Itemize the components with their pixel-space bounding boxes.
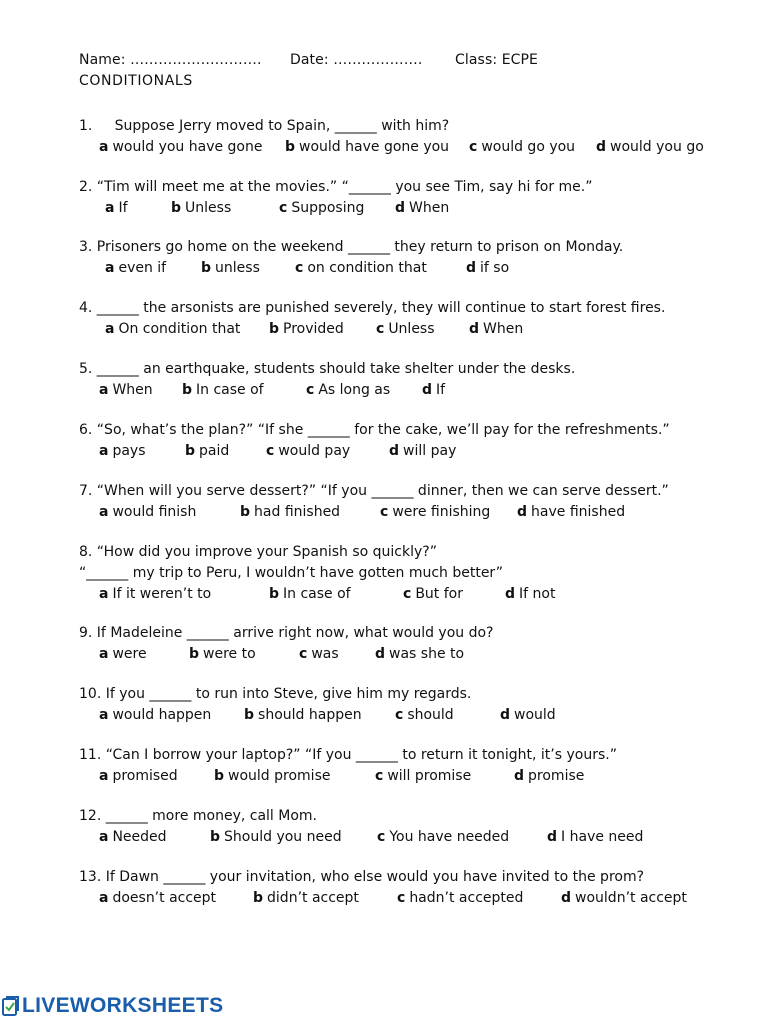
option-letter: c: [375, 768, 384, 784]
question-12: [79, 806, 739, 847]
option-letter: b: [244, 707, 255, 723]
question-text: 11. “Can I borrow your laptop?” “If you ______ to return it tonight, it’s yours.”: [79, 747, 617, 763]
option-letter: b: [210, 829, 221, 845]
answer-option-d[interactable]: [466, 258, 509, 278]
answer-option-b[interactable]: [171, 198, 231, 218]
option-letter: c: [266, 443, 275, 459]
answer-option-b[interactable]: [269, 319, 344, 339]
option-text: should happen: [258, 707, 362, 723]
option-text: were finishing: [392, 504, 491, 520]
option-letter: d: [547, 829, 558, 845]
question-text: 6. “So, what’s the plan?” “If she ______ for the cake, we’ll pay for the refreshments.”: [79, 422, 670, 438]
option-letter: d: [505, 586, 516, 602]
option-text: was: [311, 646, 339, 662]
option-text: unless: [215, 260, 260, 276]
answer-option-d[interactable]: [500, 705, 556, 725]
answer-option-c[interactable]: [299, 644, 339, 664]
question-8: [79, 542, 739, 604]
answer-option-c[interactable]: [295, 258, 427, 278]
option-letter: c: [299, 646, 308, 662]
answer-option-d[interactable]: [395, 198, 449, 218]
option-text: would: [514, 707, 556, 723]
option-letter: b: [269, 321, 280, 337]
option-letter: b: [285, 139, 296, 155]
question-3: [79, 237, 739, 278]
option-text: Unless: [388, 321, 435, 337]
answer-options: [99, 380, 739, 400]
question-text: 10. If you ______ to run into Steve, give him my regards.: [79, 686, 472, 702]
answer-option-b[interactable]: [189, 644, 256, 664]
question-text: 12. ______ more money, call Mom.: [79, 808, 317, 824]
answer-option-a[interactable]: [105, 198, 128, 218]
answer-option-b[interactable]: [240, 502, 340, 522]
option-text: even if: [118, 260, 167, 276]
question-text: 5. ______ an earthquake, students should take shelter under the desks.: [79, 361, 576, 377]
name-field: Name: ……………………….: [79, 52, 262, 68]
answer-option-d[interactable]: [596, 137, 704, 157]
question-text: 3. Prisoners go home on the weekend ______ they return to prison on Monday.: [79, 239, 624, 255]
answer-options: [99, 705, 739, 725]
option-text: on condition that: [307, 260, 427, 276]
option-text: But for: [415, 586, 463, 602]
option-text: was she to: [389, 646, 465, 662]
option-letter: a: [99, 646, 109, 662]
option-text: If it weren’t to: [112, 586, 212, 602]
option-letter: b: [214, 768, 225, 784]
answer-option-b[interactable]: [285, 137, 449, 157]
option-text: hadn’t accepted: [409, 890, 524, 906]
option-text: When: [112, 382, 153, 398]
option-letter: d: [469, 321, 480, 337]
option-letter: b: [240, 504, 251, 520]
option-text: would finish: [112, 504, 197, 520]
option-text: if so: [480, 260, 510, 276]
option-text: would happen: [112, 707, 212, 723]
worksheet-title: CONDITIONALS: [79, 73, 193, 89]
option-letter: c: [469, 139, 478, 155]
answer-option-d[interactable]: [505, 584, 555, 604]
answer-option-d[interactable]: [514, 766, 584, 786]
option-letter: b: [269, 586, 280, 602]
class-field: Class: ECPE: [455, 52, 539, 68]
option-letter: d: [514, 768, 525, 784]
option-text: When: [483, 321, 524, 337]
option-text: would you go: [610, 139, 704, 155]
option-letter: b: [185, 443, 196, 459]
option-text: paid: [199, 443, 230, 459]
option-text: would go you: [481, 139, 576, 155]
option-letter: c: [295, 260, 304, 276]
option-letter: d: [500, 707, 511, 723]
option-letter: a: [99, 707, 109, 723]
option-letter: a: [99, 586, 109, 602]
question-text: 7. “When will you serve dessert?” “If you ______ dinner, then we can serve dessert.”: [79, 483, 669, 499]
answer-options: [99, 888, 739, 908]
option-text: would promise: [228, 768, 331, 784]
option-text: doesn’t accept: [112, 890, 217, 906]
question-2: [79, 177, 739, 218]
question-7: [79, 481, 739, 522]
option-letter: b: [201, 260, 212, 276]
answer-option-a[interactable]: [99, 766, 178, 786]
answer-options: [105, 198, 739, 218]
option-text: wouldn’t accept: [575, 890, 687, 906]
option-letter: b: [182, 382, 193, 398]
question-text: “______ my trip to Peru, I wouldn’t have gotten much better”: [79, 565, 504, 581]
option-letter: a: [99, 382, 109, 398]
answer-option-a[interactable]: [99, 827, 167, 847]
answer-option-c[interactable]: [380, 502, 490, 522]
answer-option-d[interactable]: [422, 380, 445, 400]
question-10: [79, 684, 739, 725]
option-text: Unless: [185, 200, 232, 216]
option-text: You have needed: [389, 829, 510, 845]
question-text: 4. ______ the arsonists are punished severely, they will continue to start forest fires.: [79, 300, 666, 316]
option-text: promise: [528, 768, 585, 784]
answer-option-a[interactable]: [99, 137, 262, 157]
option-text: Needed: [112, 829, 167, 845]
option-letter: c: [380, 504, 389, 520]
answer-option-b[interactable]: [182, 380, 264, 400]
answer-options: [105, 258, 739, 278]
option-text: have finished: [531, 504, 626, 520]
option-letter: a: [99, 768, 109, 784]
option-text: were to: [203, 646, 256, 662]
option-letter: d: [466, 260, 477, 276]
answer-options: [99, 584, 739, 604]
footer: [0, 990, 768, 1024]
option-letter: b: [253, 890, 264, 906]
answer-options: [99, 502, 739, 522]
answer-option-a[interactable]: [99, 584, 211, 604]
option-text: When: [409, 200, 450, 216]
option-text: In case of: [196, 382, 264, 398]
question-text: 1. Suppose Jerry moved to Spain, ______ with him?: [79, 118, 450, 134]
option-letter: c: [397, 890, 406, 906]
answer-options: [99, 137, 739, 157]
answer-option-c[interactable]: [377, 827, 509, 847]
answer-option-a[interactable]: [99, 380, 153, 400]
option-text: Provided: [283, 321, 344, 337]
answer-option-d[interactable]: [561, 888, 687, 908]
logo-mark-icon: [2, 995, 20, 1017]
option-text: didn’t accept: [267, 890, 359, 906]
question-4: [79, 298, 739, 339]
option-letter: d: [375, 646, 386, 662]
answer-option-c[interactable]: [375, 766, 471, 786]
option-letter: c: [376, 321, 385, 337]
option-letter: c: [403, 586, 412, 602]
answer-option-c[interactable]: [376, 319, 435, 339]
option-text: had finished: [254, 504, 341, 520]
answer-option-d[interactable]: [375, 644, 464, 664]
option-letter: b: [171, 200, 182, 216]
option-letter: d: [561, 890, 572, 906]
option-text: should: [407, 707, 454, 723]
option-text: I have need: [561, 829, 644, 845]
question-11: [79, 745, 739, 786]
question-text: 9. If Madeleine ______ arrive right now, what would you do?: [79, 625, 494, 641]
option-letter: a: [99, 890, 109, 906]
answer-option-a[interactable]: [99, 705, 211, 725]
answer-option-b[interactable]: [201, 258, 260, 278]
answer-option-a[interactable]: [105, 319, 240, 339]
answer-options: [99, 441, 739, 461]
answer-option-a[interactable]: [99, 441, 146, 461]
option-letter: a: [105, 321, 115, 337]
option-letter: d: [395, 200, 406, 216]
answer-option-b[interactable]: [214, 766, 330, 786]
option-text: promised: [112, 768, 178, 784]
option-text: would pay: [278, 443, 351, 459]
option-letter: a: [99, 139, 109, 155]
option-text: If not: [519, 586, 556, 602]
date-field: Date: ……………….: [290, 52, 423, 68]
option-letter: a: [99, 504, 109, 520]
liveworksheets-logo[interactable]: [2, 994, 223, 1018]
answer-option-a[interactable]: [99, 644, 147, 664]
option-text: will promise: [387, 768, 472, 784]
answer-option-c[interactable]: [306, 380, 390, 400]
answer-option-c[interactable]: [279, 198, 364, 218]
logo-text: LIVEWORKSHEETS: [22, 994, 224, 1017]
option-letter: d: [389, 443, 400, 459]
answer-option-b[interactable]: [253, 888, 359, 908]
option-letter: a: [99, 829, 109, 845]
option-letter: c: [306, 382, 315, 398]
option-letter: d: [517, 504, 528, 520]
option-text: On condition that: [118, 321, 241, 337]
option-text: would have gone you: [299, 139, 450, 155]
option-letter: a: [105, 260, 115, 276]
answer-option-d[interactable]: [389, 441, 456, 461]
answer-option-c[interactable]: [395, 705, 454, 725]
answer-option-b[interactable]: [210, 827, 342, 847]
option-text: will pay: [403, 443, 457, 459]
option-letter: c: [279, 200, 288, 216]
option-letter: b: [189, 646, 200, 662]
option-letter: d: [596, 139, 607, 155]
answer-option-a[interactable]: [99, 888, 216, 908]
option-letter: c: [377, 829, 386, 845]
answer-option-c[interactable]: [403, 584, 463, 604]
answer-option-c[interactable]: [469, 137, 575, 157]
question-text: 13. If Dawn ______ your invitation, who else would you have invited to the prom?: [79, 869, 645, 885]
option-text: Supposing: [291, 200, 365, 216]
answer-options: [99, 644, 739, 664]
option-text: If: [118, 200, 128, 216]
option-text: In case of: [283, 586, 351, 602]
option-letter: d: [422, 382, 433, 398]
option-text: If: [436, 382, 446, 398]
answer-options: [105, 319, 739, 339]
answer-option-c[interactable]: [266, 441, 350, 461]
question-5: [79, 359, 739, 400]
question-9: [79, 623, 739, 664]
answer-option-b[interactable]: [269, 584, 351, 604]
answer-option-a[interactable]: [105, 258, 166, 278]
option-text: were: [112, 646, 147, 662]
question-1: [79, 116, 739, 157]
answer-option-a[interactable]: [99, 502, 196, 522]
answer-options: [99, 827, 739, 847]
answer-option-c[interactable]: [397, 888, 523, 908]
option-letter: a: [105, 200, 115, 216]
option-letter: a: [99, 443, 109, 459]
answer-option-b[interactable]: [185, 441, 229, 461]
answer-option-d[interactable]: [547, 827, 643, 847]
question-text: 2. “Tim will meet me at the movies.” “______ you see Tim, say hi for me.”: [79, 179, 593, 195]
answer-options: [99, 766, 739, 786]
option-text: Should you need: [224, 829, 342, 845]
question-6: [79, 420, 739, 461]
option-text: would you have gone: [112, 139, 263, 155]
answer-option-d[interactable]: [469, 319, 523, 339]
question-13: [79, 867, 739, 908]
answer-option-d[interactable]: [517, 502, 625, 522]
option-text: As long as: [318, 382, 391, 398]
question-text: 8. “How did you improve your Spanish so quickly?”: [79, 544, 437, 560]
answer-option-b[interactable]: [244, 705, 362, 725]
option-letter: c: [395, 707, 404, 723]
option-text: pays: [112, 443, 146, 459]
